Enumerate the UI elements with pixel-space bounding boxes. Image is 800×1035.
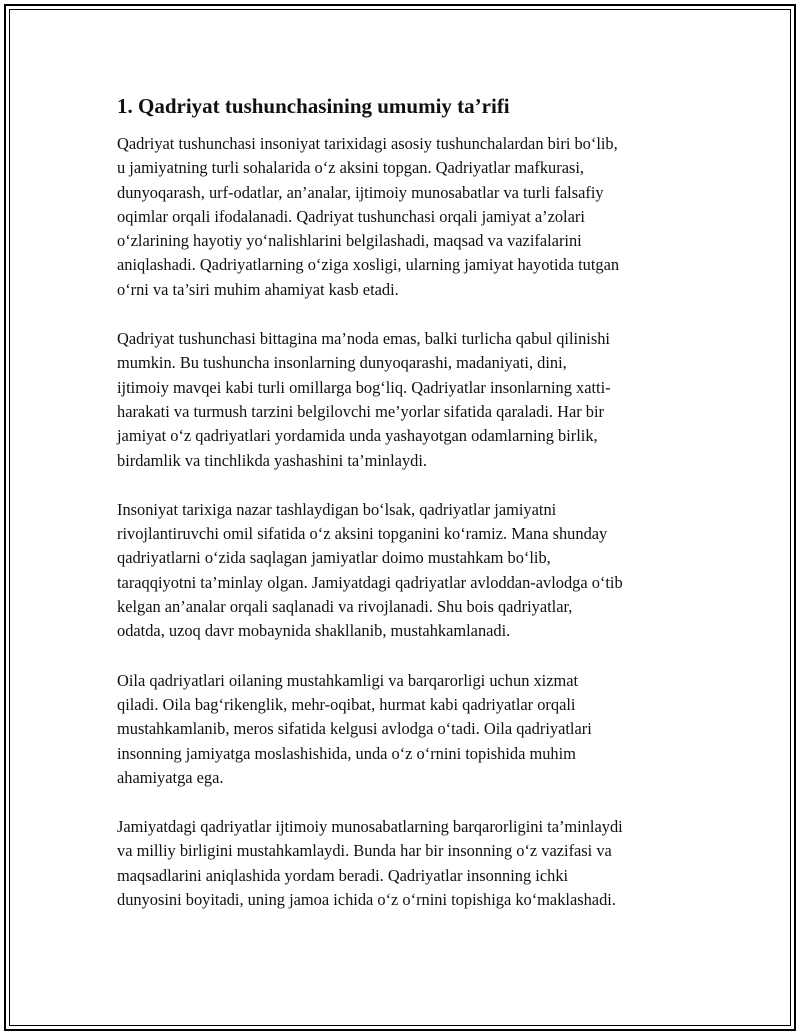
- text-line: qiladi. Oila bag‘rikenglik, mehr-oqibat, hurmat kabi qadriyatlar orqali: [117, 694, 576, 714]
- text-line: Insoniyat tarixiga nazar tashlaydigan bo‘lsak, qadriyatlar jamiyatni: [117, 499, 557, 519]
- text-line: u jamiyatning turli sohalarida o‘z aksini topgan. Qadriyatlar mafkurasi,: [117, 158, 584, 178]
- text-line: maqsadlarini aniqlashida yordam beradi. Qadriyatlar insonning ichki: [117, 865, 569, 885]
- text-line: jamiyat o‘z qadriyatlari yordamida unda yashayotgan odamlarning birlik,: [117, 426, 598, 446]
- text-line: oqimlar orqali ifodalanadi. Qadriyat tushunchasi orqali jamiyat a’zolari: [117, 206, 585, 226]
- paragraph-3: [117, 498, 692, 644]
- text-line: mumkin. Bu tushuncha insonlarning dunyoqarashi, madaniyati, dini,: [117, 353, 567, 373]
- text-line: rivojlantiruvchi omil sifatida o‘z aksini topganini ko‘ramiz. Mana shunday: [117, 524, 608, 544]
- text-line: birdamlik va tinchlikda yashashini ta’minlaydi.: [117, 450, 427, 470]
- text-line: ijtimoiy mavqei kabi turli omillarga bog‘liq. Qadriyatlar insonlarning xatti-: [117, 377, 611, 397]
- text-line: mustahkamlanib, meros sifatida kelgusi avlodga o‘tadi. Oila qadriyatlari: [117, 719, 592, 739]
- text-line: Jamiyatdagi qadriyatlar ijtimoiy munosabatlarning barqarorligini ta’minlaydi: [117, 817, 623, 837]
- text-line: aniqlashadi. Qadriyatlarning o‘ziga xosligi, ularning jamiyat hayotida tutgan: [117, 255, 620, 275]
- document-body: [117, 92, 692, 937]
- text-line: Oila qadriyatlari oilaning mustahkamligi va barqarorligi uchun xizmat: [117, 670, 579, 690]
- text-line: o‘rni va ta’siri muhim ahamiyat kasb etadi.: [117, 279, 399, 299]
- text-line: dunyosini boyitadi, uning jamoa ichida o‘z o‘rnini topishiga ko‘maklashadi.: [117, 890, 616, 910]
- text-line: harakati va turmush tarzini belgilovchi me’yorlar sifatida qaraladi. Har bir: [117, 401, 604, 421]
- text-line: insonning jamiyatga moslashishida, unda o‘z o‘rnini topishida muhim: [117, 743, 576, 763]
- paragraph-4: [117, 669, 692, 790]
- text-line: o‘zlarining hayotiy yo‘nalishlarini belgilashadi, maqsad va vazifalarini: [117, 231, 582, 251]
- paragraph-1: [117, 132, 692, 302]
- text-line: ahamiyatga ega.: [117, 767, 224, 787]
- text-line: kelgan an’analar orqali saqlanadi va rivojlanadi. Shu bois qadriyatlar,: [117, 597, 573, 617]
- text-line: qadriyatlarni o‘zida saqlagan jamiyatlar doimo mustahkam bo‘lib,: [117, 548, 551, 568]
- text-line: taraqqiyotni ta’minlay olgan. Jamiyatdagi qadriyatlar avloddan-avlodga o‘tib: [117, 572, 623, 592]
- text-line: Qadriyat tushunchasi bittagina ma’noda emas, balki turlicha qabul qilinishi: [117, 329, 610, 349]
- section-heading: 1. Qadriyat tushunchasining umumiy ta’rifi: [117, 94, 510, 118]
- paragraph-2: [117, 327, 692, 473]
- paragraph-5: [117, 815, 692, 912]
- text-line: Qadriyat tushunchasi insoniyat tarixidagi asosiy tushunchalardan biri bo‘lib,: [117, 134, 618, 153]
- text-line: odatda, uzoq davr mobaynida shakllanib, mustahkamlanadi.: [117, 621, 511, 641]
- text-line: va milliy birligini mustahkamlaydi. Bunda har bir insonning o‘z vazifasi va: [117, 841, 612, 861]
- text-line: dunyoqarash, urf-odatlar, an’analar, ijtimoiy munosabatlar va turli falsafiy: [117, 182, 604, 202]
